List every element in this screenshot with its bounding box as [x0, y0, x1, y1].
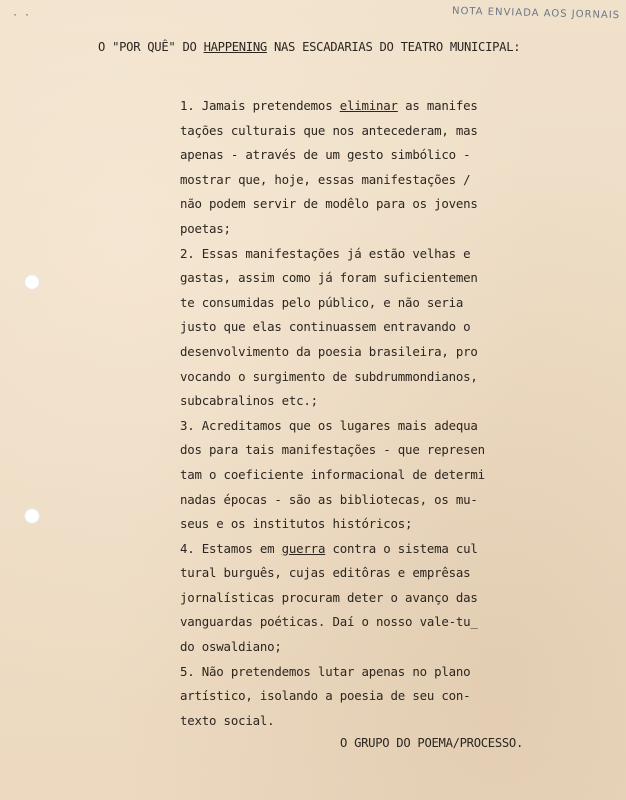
- text-line-start: mostrar que, hoje, essas manifestações /: [180, 171, 471, 187]
- text-line: [180, 610, 590, 635]
- text-line-start: 2. Essas manifestações já estão velhas e: [180, 245, 471, 261]
- heading-part1: O "POR QUÊ" DO: [98, 40, 204, 54]
- text-line-start: vocando o surgimento de subdrummondianos,: [180, 368, 478, 384]
- text-line-start: poetas;: [180, 220, 231, 236]
- text-line-end: contra o sistema cul: [325, 540, 478, 556]
- text-line: [180, 291, 590, 316]
- text-line-start: tações culturais que nos antecederam, mas: [180, 122, 478, 138]
- text-line-end: as manifes: [397, 98, 478, 113]
- text-line-start: artístico, isolando a poesia de seu con-: [180, 688, 471, 704]
- text-line-start: gastas, assim como já foram suficientemen: [180, 270, 478, 286]
- text-line: [180, 684, 590, 709]
- punch-hole-top: [24, 274, 40, 290]
- text-line: [180, 537, 590, 562]
- document-heading: [98, 40, 618, 54]
- document-body: [180, 94, 590, 733]
- text-line-start: te consumidas pelo público, e não seria: [180, 294, 464, 310]
- text-line: [180, 266, 590, 291]
- text-line: [180, 242, 590, 267]
- punch-hole-bottom: [24, 508, 40, 524]
- text-line-start: 1. Jamais pretendemos: [180, 98, 340, 113]
- text-line: [180, 340, 590, 365]
- text-line-start: 5. Não pretendemos lutar apenas no plano: [180, 663, 471, 679]
- heading-underlined-word: HAPPENING: [203, 40, 267, 54]
- text-line: [180, 512, 590, 537]
- text-line: [180, 438, 590, 463]
- corner-mark: · ·: [12, 10, 31, 21]
- text-line: [180, 217, 590, 242]
- text-line-start: jornalísticas procuram deter o avanço das: [180, 589, 478, 605]
- text-line: [180, 365, 590, 390]
- text-line-start: desenvolvimento da poesia brasileira, pro: [180, 343, 478, 359]
- text-line: [180, 709, 590, 734]
- text-line-start: dos para tais manifestações - que represen: [180, 442, 485, 458]
- signature: O GRUPO DO POEMA/PROCESSO.: [340, 736, 523, 750]
- underlined-word: eliminar: [339, 98, 398, 113]
- text-line: [180, 192, 590, 217]
- text-line: [180, 119, 590, 144]
- text-line: [180, 635, 590, 660]
- heading-part2: NAS ESCADARIAS DO TEATRO MUNICIPAL:: [266, 40, 521, 54]
- text-line: [180, 389, 590, 414]
- text-line: [180, 168, 590, 193]
- text-line-start: 4. Estamos em: [180, 540, 282, 556]
- text-line-start: seus e os institutos históricos;: [180, 516, 413, 532]
- text-line: [180, 414, 590, 439]
- text-line-start: 3. Acreditamos que os lugares mais adequa: [180, 417, 478, 433]
- text-line: [180, 94, 590, 119]
- handwritten-note: NOTA ENVIADA AOS JORNAIS: [451, 5, 621, 22]
- text-line-start: texto social.: [180, 712, 275, 728]
- text-line-start: subcabralinos etc.;: [180, 393, 318, 409]
- text-line-start: tam o coeficiente informacional de determi: [180, 466, 485, 482]
- text-line: [180, 463, 590, 488]
- text-line-start: nadas épocas - são as bibliotecas, os mu-: [180, 491, 478, 507]
- text-line-start: justo que elas continuassem entravando o: [180, 319, 471, 335]
- text-line: [180, 143, 590, 168]
- text-line-start: apenas - através de um gesto simbólico -: [180, 147, 471, 163]
- text-line: [180, 561, 590, 586]
- text-line-start: não podem servir de modêlo para os jovens: [180, 196, 478, 212]
- text-line-start: tural burguês, cujas editôras e emprêsas: [180, 565, 471, 581]
- text-line: [180, 315, 590, 340]
- text-line-start: vanguardas poéticas. Daí o nosso vale-tu_: [180, 614, 478, 630]
- text-line: [180, 660, 590, 685]
- text-line: [180, 586, 590, 611]
- text-line: [180, 488, 590, 513]
- underlined-word: guerra: [281, 540, 326, 556]
- text-line-start: do oswaldiano;: [180, 639, 282, 655]
